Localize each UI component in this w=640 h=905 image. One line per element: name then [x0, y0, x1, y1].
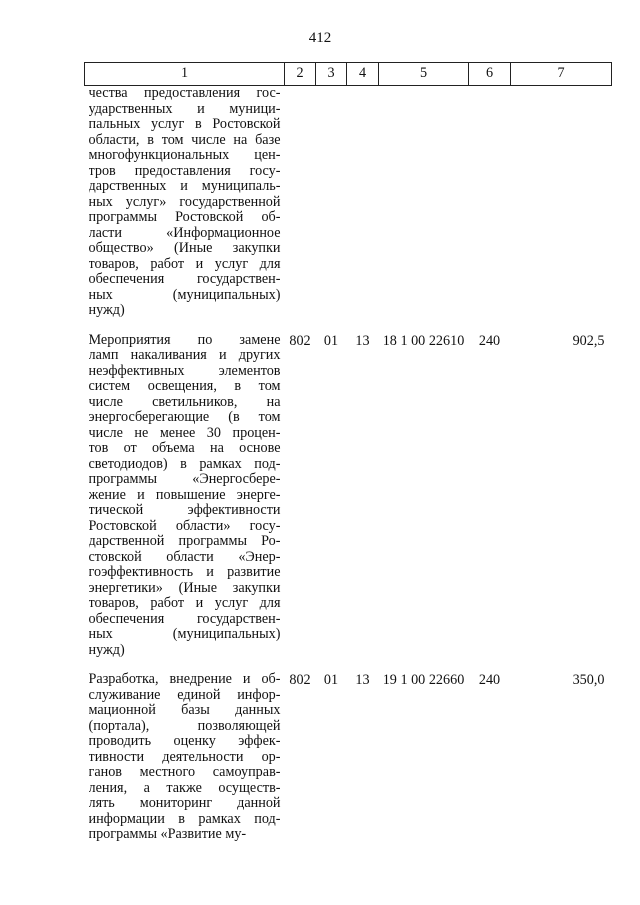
section-code [316, 86, 347, 333]
description-line: товаров, работ и услуг для [88, 596, 281, 611]
row-description [85, 333, 285, 673]
table-row [85, 86, 612, 333]
description-line: обеспечения государствен- [88, 611, 281, 627]
description-line: стовской области «Энер- [88, 549, 281, 565]
table-row [85, 333, 612, 673]
row-description [85, 672, 285, 857]
description-line: систем освещения, в том [88, 379, 281, 394]
table-header [85, 63, 612, 86]
amount-value: 350,0 [572, 672, 605, 688]
description-line: числе светильников, на [88, 394, 281, 410]
header-col-2: 2 [285, 63, 316, 86]
expense-type-code: 240 [478, 672, 501, 688]
target-article-code: 19 1 00 22660 [382, 672, 465, 688]
description-line: Мероприятия по замене [88, 332, 281, 348]
description-line: ударственных и муници- [88, 101, 281, 117]
description-line: чества предоставления гос- [88, 86, 281, 101]
description-line: обеспечения государствен- [88, 272, 281, 287]
target-article-code: 18 1 00 22610 [382, 332, 465, 349]
table-body [85, 86, 612, 857]
subsection-code: 13 [355, 672, 370, 688]
section-code: 01 [323, 332, 339, 349]
description-line: общество» (Иные закупки [88, 241, 281, 256]
description-line: светодиодов) в рамках под- [88, 456, 281, 472]
header-col-3: 3 [316, 63, 347, 86]
header-row [85, 63, 612, 86]
description-line: программы «Развитие му- [88, 827, 247, 842]
amount-value [511, 86, 612, 333]
expense-type-code [469, 86, 511, 333]
description-line: тров предоставления госу- [88, 163, 281, 179]
description-line: энергетики» (Иные закупки [88, 580, 281, 596]
budget-table [84, 62, 612, 857]
description-line: ласти «Информационное [88, 225, 281, 241]
description-line: многофункциональных цен- [88, 148, 281, 163]
description-line: тивности деятельности ор- [88, 749, 281, 765]
description-line: жение и повышение энерге- [88, 487, 281, 503]
header-col-6: 6 [469, 63, 511, 86]
ministry-code [285, 86, 316, 333]
subsection-code [347, 86, 379, 333]
page-number: 412 [308, 30, 332, 46]
description-line: ганов местного самоуправ- [88, 765, 281, 780]
description-line: служивание единой инфор- [88, 687, 281, 703]
header-col-7: 7 [511, 63, 612, 86]
description-line: дарственных и муниципаль- [88, 179, 281, 194]
description-line: Разработка, внедрение и об- [88, 672, 281, 687]
description-line: проводить оценку эффек- [88, 734, 281, 749]
description-line: пальных услуг в Ростовской [88, 117, 281, 132]
description-line: лять мониторинг данной [88, 796, 281, 811]
description-line: мационной базы данных [88, 703, 281, 718]
section-code: 01 [323, 672, 339, 688]
expense-type-code: 240 [478, 332, 501, 349]
description-line: тов от объема на основе [88, 441, 281, 456]
description-line: энергосберегающие (в том [88, 410, 281, 425]
description-line: программы Ростовской об- [88, 210, 281, 225]
description-line: тической эффективности [88, 503, 281, 518]
header-col-5: 5 [379, 63, 469, 86]
table-row [85, 672, 612, 857]
description-line: ных (муниципальных) [88, 627, 281, 642]
description-line: нужд) [88, 642, 125, 658]
description-line: (портала), позволяющей [88, 718, 281, 734]
description-line: ламп накаливания и других [88, 348, 281, 363]
header-col-4: 4 [347, 63, 379, 86]
ministry-code: 802 [289, 332, 311, 349]
description-line: информации в рамках под- [88, 811, 281, 827]
description-line: нужд) [88, 303, 125, 318]
description-line: Ростовской области» госу- [88, 518, 281, 534]
description-line: ления, а также осуществ- [88, 780, 281, 796]
description-line: программы «Энергосбере- [88, 472, 281, 487]
target-article-code [379, 86, 469, 333]
subsection-code: 13 [355, 332, 370, 349]
description-line: числе не менее 30 процен- [88, 425, 281, 441]
description-line: гоэффективность и развитие [88, 565, 281, 580]
description-line: ных (муниципальных) [88, 287, 281, 303]
row-description [85, 86, 285, 333]
description-line: ных услуг» государственной [88, 194, 281, 210]
description-line: области, в том числе на базе [88, 132, 281, 148]
amount-value: 902,5 [572, 332, 605, 349]
description-line: дарственной программы Ро- [88, 534, 281, 549]
ministry-code: 802 [289, 672, 311, 688]
header-col-1: 1 [85, 63, 285, 86]
description-line: неэффективных элементов [88, 363, 281, 379]
description-line: товаров, работ и услуг для [88, 256, 281, 272]
